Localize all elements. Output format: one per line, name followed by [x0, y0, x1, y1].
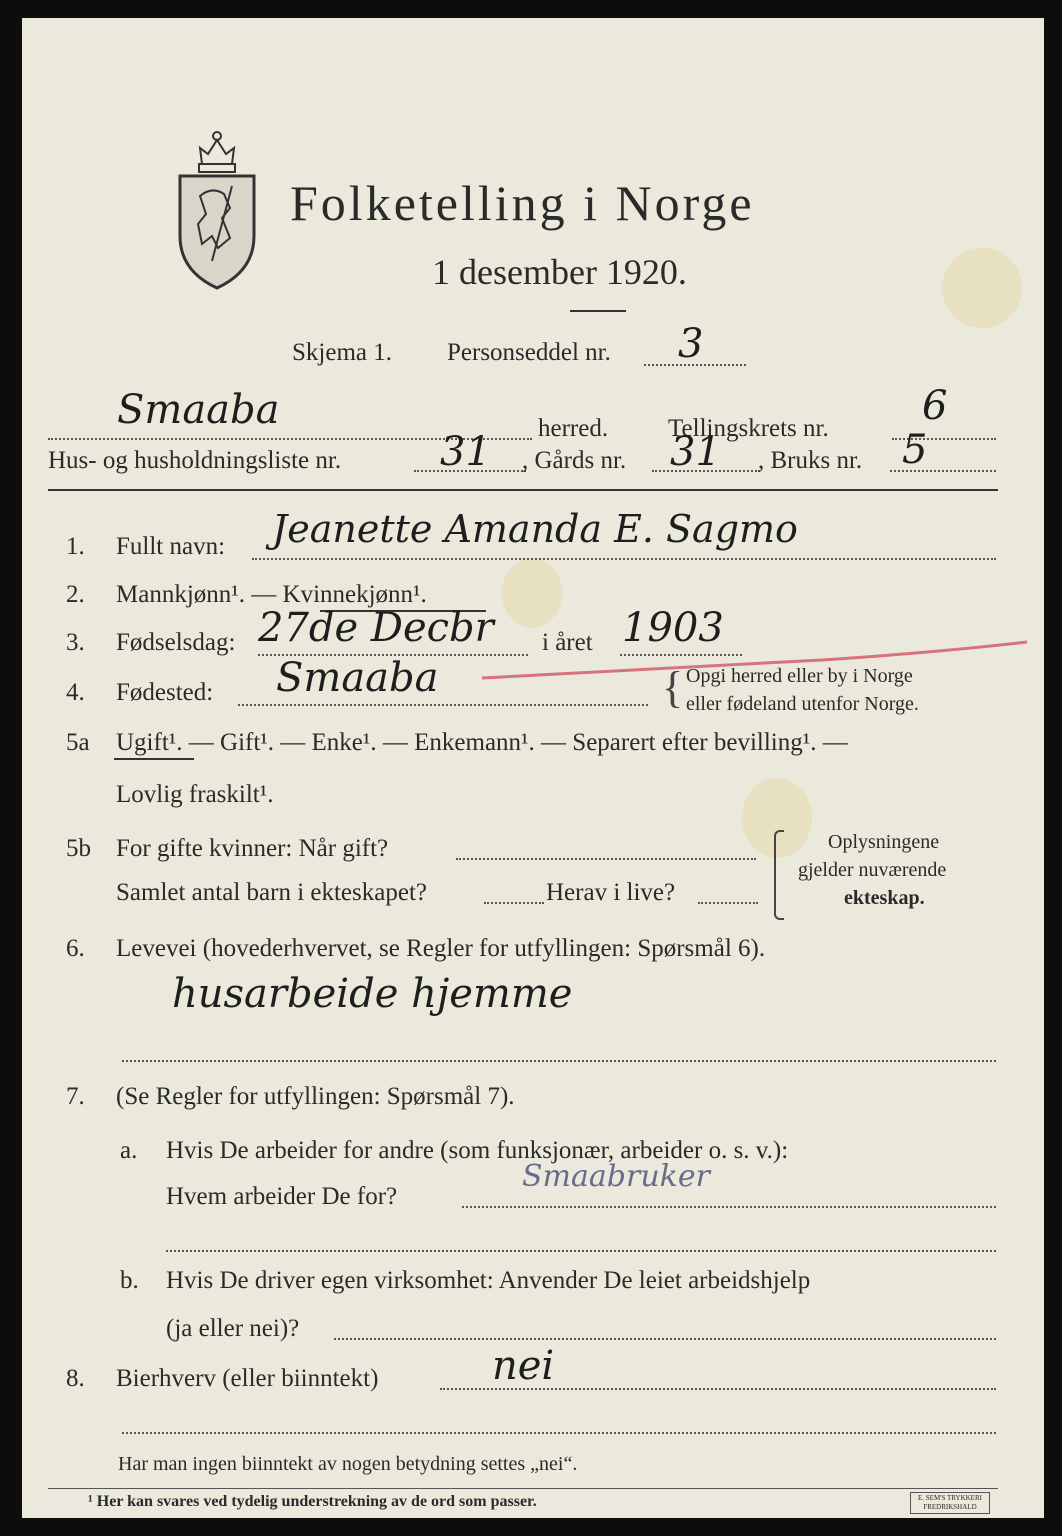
q5b-line1: For gifte kvinner: Når gift? [116, 835, 389, 862]
q5b-i-live-label: Herav i live? [546, 879, 676, 906]
q7b-line [334, 1338, 996, 1340]
q7b-letter: b. [120, 1267, 139, 1294]
bruks-value: 5 [902, 427, 928, 473]
husliste-value: 31 [440, 429, 491, 475]
q4-note-line1: Opgi herred eller by i Norge [686, 665, 913, 687]
footnote: ¹ Her kan svares ved tydelig understrekning av de ord som passer. [88, 1493, 537, 1510]
q6-line [122, 1060, 996, 1062]
tellingskrets-value: 6 [922, 383, 948, 429]
q3-year-label: i året [542, 629, 593, 656]
q5b-note-line2: gjelder nuværende [798, 859, 947, 881]
q7b-line1: Hvis De driver egen virksomhet: Anvender De leiet arbeidshjelp [166, 1267, 811, 1294]
q8-value: nei [492, 1343, 555, 1389]
gards-value: 31 [670, 429, 721, 475]
q4-value: Smaaba [276, 655, 439, 701]
q8-label: Bierhverv (eller biinntekt) [116, 1365, 379, 1392]
q8-number: 8. [66, 1365, 85, 1392]
q7-number: 7. [66, 1083, 85, 1110]
header-separator [48, 489, 998, 491]
q1-number: 1. [66, 533, 85, 560]
q7a-line2: Hvem arbeider De for? [166, 1183, 398, 1210]
q7a-line [462, 1206, 996, 1208]
personseddel-value: 3 [678, 321, 704, 367]
gards-label: , Gårds nr. [522, 447, 627, 474]
census-date: 1 desember 1920. [432, 252, 687, 292]
divider [570, 310, 626, 312]
q3-number: 3. [66, 629, 85, 656]
skjema-label: Skjema 1. [292, 339, 392, 366]
paper-stain [502, 558, 562, 628]
q5b-note-line3: ekteskap. [844, 887, 925, 909]
q2-label: Mannkjønn¹. — Kvinnekjønn¹. [116, 581, 427, 608]
q5b-naar-gift-line [456, 858, 756, 860]
q4-brace: { [662, 663, 684, 712]
q5b-number: 5b [66, 835, 91, 862]
q5b-i-live-line [698, 902, 758, 904]
husliste-label: Hus- og husholdningsliste nr. [48, 447, 342, 474]
q7-label: (Se Regler for utfyllingen: Spørsmål 7). [116, 1083, 515, 1110]
q5b-antal-barn-line [484, 902, 544, 904]
q1-line [252, 558, 996, 560]
q5b-antal-barn-label: Samlet antal barn i ekteskapet? [116, 879, 427, 906]
q4-label: Fødested: [116, 679, 214, 706]
coat-of-arms-icon [172, 126, 262, 296]
q6-value: husarbeide hjemme [172, 971, 573, 1017]
tellingskrets-label: Tellingskrets nr. [668, 415, 829, 442]
q8-line-extra [122, 1432, 996, 1434]
ugift-underline [114, 758, 194, 760]
q5b-note-line1: Oplysningene [828, 831, 940, 853]
q5a-number: 5a [66, 729, 90, 756]
bottom-note: Har man ingen biinntekt av nogen betydning settes „nei“. [118, 1453, 578, 1475]
q7a-line-extra [166, 1250, 996, 1252]
q5a-line2: Lovlig fraskilt¹. [116, 781, 274, 808]
census-form [22, 18, 1044, 1518]
herred-label: herred. [538, 415, 609, 442]
q4-line [238, 704, 648, 706]
q1-value: Jeanette Amanda E. Sagmo [272, 507, 798, 551]
paper-stain [942, 248, 1022, 328]
herred-value: Smaaba [117, 387, 280, 433]
q4-number: 4. [66, 679, 85, 706]
footnote-separator [48, 1488, 998, 1489]
q7a-value: Smaabruker [522, 1159, 710, 1194]
page-title: Folketelling i Norge [290, 175, 755, 231]
personseddel-label: Personseddel nr. [447, 339, 611, 366]
q3-label: Fødselsdag: [116, 629, 236, 656]
q4-note-line2: eller fødeland utenfor Norge. [686, 693, 919, 715]
q5a-line1: Ugift¹. — Gift¹. — Enke¹. — Enkemann¹. — Separert efter bevilling¹. — [116, 729, 848, 756]
q7a-line1: Hvis De arbeider for andre (som funksjonær, arbeider o. s. v.): [166, 1137, 789, 1164]
printer-stamp: E. SEM'S TRYKKERI FREDRIKSHALD [910, 1492, 990, 1514]
q2-number: 2. [66, 581, 85, 608]
q6-number: 6. [66, 935, 85, 962]
q5b-bracket [774, 830, 784, 920]
q3-value: 27de Decbr [258, 605, 494, 651]
q7b-line2: (ja eller nei)? [166, 1315, 300, 1342]
q7a-letter: a. [120, 1137, 138, 1164]
q6-label: Levevei (hovederhvervet, se Regler for utfyllingen: Spørsmål 6). [116, 935, 766, 962]
q3-year-value: 1903 [622, 605, 724, 651]
q1-label: Fullt navn: [116, 533, 226, 560]
bruks-label: , Bruks nr. [758, 447, 863, 474]
